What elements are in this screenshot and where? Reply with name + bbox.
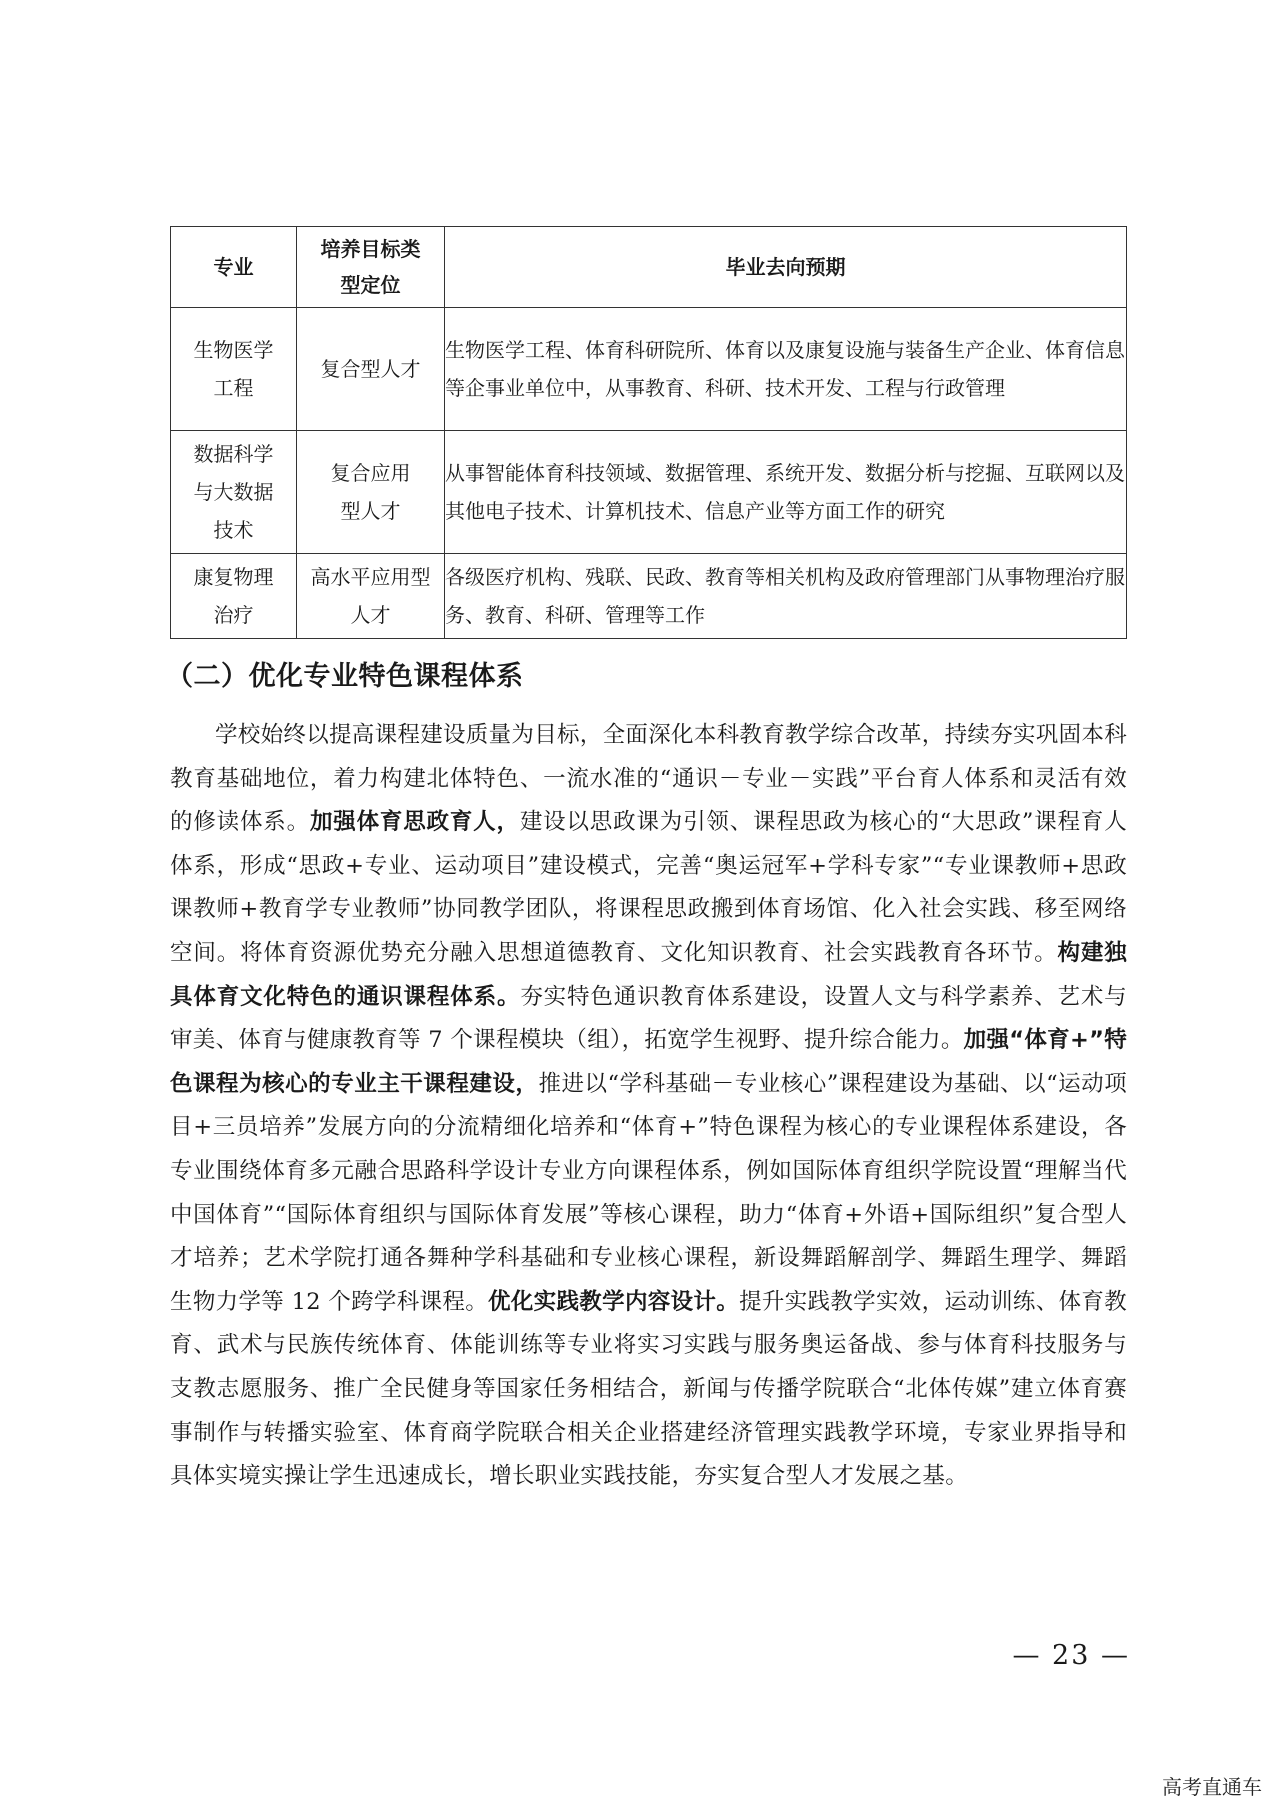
table-row [171, 554, 1127, 639]
watermark-text: 高考直通车 [1162, 1775, 1262, 1799]
body-paragraph [170, 714, 1127, 1499]
section-heading: （二）优化专业特色课程体系 [166, 661, 524, 692]
bold-phrase: 优化实践教学内容设计。 [488, 1288, 740, 1315]
table-header-row [171, 227, 1127, 308]
header-goal: 培养目标类型定位 [297, 227, 445, 308]
major-cell: 康复物理治疗 [171, 554, 297, 639]
major-cell: 生物医学工程 [171, 308, 297, 431]
paragraph-segment: 建设以思政课为引领、课程思政为核心的“大思政”课程育人体系，形成“思政+专业、运动项目”建设模式，完善“奥运冠军+学科专家”“专业课教师+思政课教师+教育学专业教师”协同教学团队，将课程思政搬到体育场馆、化入社会实践、移至网络空间。将体育资源优势充分融入思想道德教育、文化知识教育、社会实践教育各环节。 [170, 809, 1128, 966]
header-major: 专业 [171, 227, 297, 308]
bold-phrase: 加强“体育+”特色课程为核心的专业主干课程建设， [170, 1027, 1127, 1097]
paragraph-segment: 提升实践教学实效，运动训练、体育教育、武术与民族传统体育、体能训练等专业将实习实践与服务奥运备战、参与体育科技服务与支教志愿服务、推广全民健身等国家任务相结合，新闻与传播学院联合“北体传媒”建立体育赛事制作与转播实验室、体育商学院联合相关企业搭建经济管理实践教学环境，专家业界指导和具体实境实操让学生迅速成长，增长职业实践技能，夯实复合型人才发展之基。 [170, 1288, 1127, 1490]
paragraph-segment: 推进以“学科基础－专业核心”课程建设为基础、以“运动项目+三员培养”发展方向的分流精细化培养和“体育+”特色课程为核心的专业课程体系建设，各专业围绕体育多元融合思路科学设计专业方向课程体系，例如国际体育组织学院设置“理解当代中国体育”“国际体育组织与国际体育发展”等核心课程，助力“体育+外语+国际组织”复合型人才培养；艺术学院打通各舞种学科基础和专业核心课程，新设舞蹈解剖学、舞蹈生理学、舞蹈生物力学等 12 个跨学科课程。 [170, 1070, 1127, 1315]
paragraph-segment: 夯实特色通识教育体系建设，设置人文与科学素养、艺术与审美、体育与健康教育等 7 个课程模块（组），拓宽学生视野、提升综合能力。 [170, 983, 1127, 1054]
goal-cell: 高水平应用型人才 [297, 554, 445, 639]
majors-table [170, 226, 1127, 639]
table-row [171, 308, 1127, 431]
page-number: — 23 — [1012, 1640, 1130, 1671]
table-row [171, 431, 1127, 554]
major-cell: 数据科学与大数据技术 [171, 431, 297, 554]
goal-cell: 复合型人才 [297, 308, 445, 431]
bold-phrase: 加强体育思政育人， [309, 809, 520, 836]
destination-cell: 各级医疗机构、残联、民政、教育等相关机构及政府管理部门从事物理治疗服务、教育、科研、管理等工作 [445, 554, 1127, 639]
paragraph-segment: 学校始终以提高课程建设质量为目标，全面深化本科教育教学综合改革，持续夯实巩固本科教育基础地位，着力构建北体特色、一流水准的“通识－专业－实践”平台育人体系和灵活有效的修读体系。 [170, 722, 1128, 836]
goal-cell: 复合应用型人才 [297, 431, 445, 554]
destination-cell: 生物医学工程、体育科研院所、体育以及康复设施与装备生产企业、体育信息等企事业单位中，从事教育、科研、技术开发、工程与行政管理 [445, 308, 1127, 431]
header-destination: 毕业去向预期 [445, 227, 1127, 308]
destination-cell: 从事智能体育科技领域、数据管理、系统开发、数据分析与挖掘、互联网以及其他电子技术、计算机技术、信息产业等方面工作的研究 [445, 431, 1127, 554]
bold-phrase: 构建独具体育文化特色的通识课程体系。 [170, 939, 1127, 1010]
